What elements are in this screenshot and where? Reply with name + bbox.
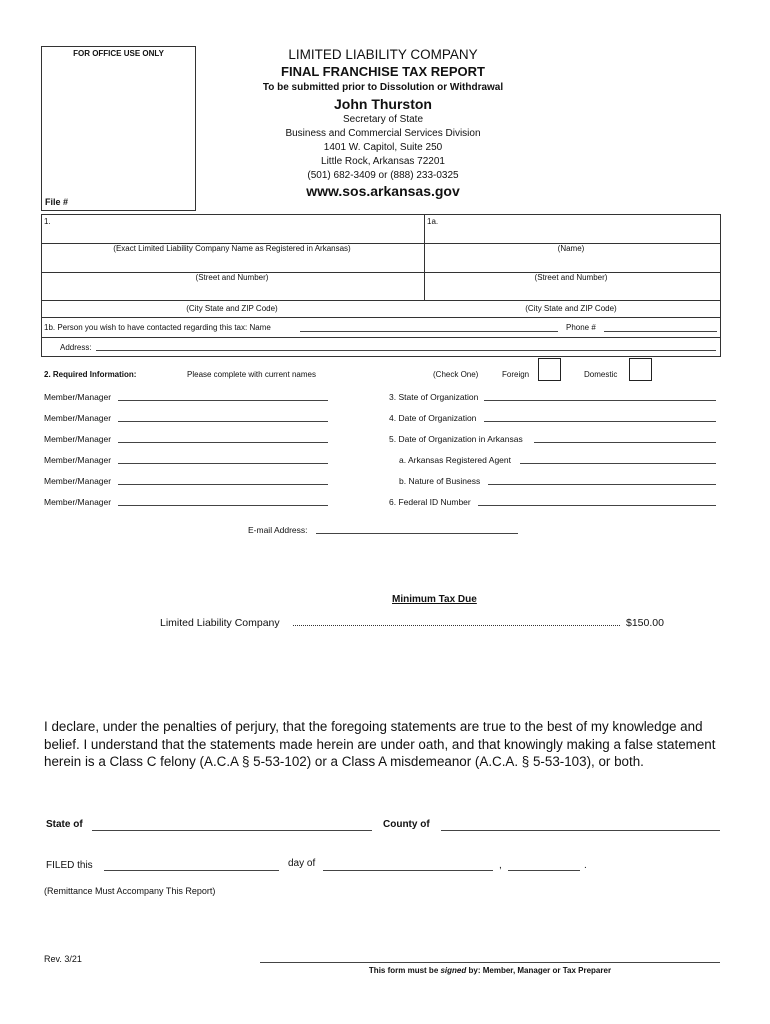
registered-agent-input[interactable] (520, 452, 716, 463)
remittance-note: (Remittance Must Accompany This Report) (44, 886, 216, 896)
day-of-label: day of (288, 858, 316, 869)
date-in-arkansas-input[interactable] (534, 431, 716, 442)
member-manager-input[interactable] (118, 452, 328, 463)
revision-label: Rev. 3/21 (44, 954, 82, 964)
county-of-input[interactable] (441, 815, 720, 830)
name-caption: (Name) (557, 244, 585, 253)
filed-month-input[interactable] (323, 856, 493, 870)
member-manager-input[interactable] (118, 473, 328, 484)
member-manager-input[interactable] (118, 431, 328, 442)
contact-street-caption: (Street and Number) (534, 273, 608, 282)
member-manager-input[interactable] (118, 494, 328, 505)
state-of-organization-label: 3. State of Organization (389, 392, 479, 402)
domestic-label: Domestic (584, 370, 618, 379)
contact-street-input[interactable] (426, 255, 716, 271)
member-manager-input[interactable] (118, 410, 328, 421)
member-manager-label: Member/Manager (44, 434, 112, 444)
declaration-text: I declare, under the penalties of perjury, that the foregoing statements are true to the best of my knowledge and belief. I understand that the statements made herein are under oath, and that knowingly making a false statement herein is a Class C felony (A.C.A § 5-53-102) or a Class A misdemeanor (A.C.A. § 5-53-103), or both. (44, 719, 716, 769)
header-line1: LIMITED LIABILITY COMPANY (288, 47, 478, 62)
state-of-label: State of (46, 819, 83, 830)
contact-city-input[interactable] (426, 285, 716, 301)
section1-number: 1. (44, 217, 51, 226)
nature-of-business-input[interactable] (488, 473, 716, 484)
required-info-heading: 2. Required Information: (44, 370, 137, 379)
address-line2: Little Rock, Arkansas 72201 (321, 156, 445, 167)
member-manager-label: Member/Manager (44, 476, 112, 486)
registered-agent-label: a. Arkansas Registered Agent (399, 455, 511, 465)
company-name-input[interactable] (52, 224, 417, 240)
county-of-label: County of (383, 819, 430, 830)
check-one-label: (Check One) (433, 370, 479, 379)
tax-item-label: Limited Liability Company (160, 617, 280, 629)
file-number-label: File # (45, 197, 69, 207)
date-of-organization-label: 4. Date of Organization (389, 413, 477, 423)
form-header (196, 46, 570, 200)
filed-year-input[interactable] (508, 856, 580, 870)
member-manager-label: Member/Manager (44, 413, 112, 423)
foreign-checkbox[interactable] (538, 358, 561, 381)
phone-input[interactable] (604, 320, 717, 331)
member-manager-label: Member/Manager (44, 392, 112, 402)
office-use-label: FOR OFFICE USE ONLY (73, 49, 164, 58)
company-name-caption: (Exact Limited Liability Company Name as Registered in Arkansas) (113, 244, 351, 253)
header-line3: To be submitted prior to Dissolution or Withdrawal (262, 82, 504, 93)
federal-id-input[interactable] (478, 494, 716, 505)
contact-person-input[interactable] (300, 320, 558, 331)
phones: (501) 682-3409 or (888) 233-0325 (307, 170, 459, 181)
state-of-input[interactable] (92, 815, 372, 830)
foreign-label: Foreign (502, 370, 530, 379)
secretary-name: John Thurston (334, 96, 432, 112)
division: Business and Commercial Services Division (285, 128, 481, 139)
date-in-arkansas-label: 5. Date of Organization in Arkansas (389, 434, 523, 444)
email-label: E-mail Address: (248, 525, 308, 535)
email-input[interactable] (316, 522, 518, 533)
member-manager-label: Member/Manager (44, 455, 112, 465)
member-manager-label: Member/Manager (44, 497, 112, 507)
filed-day-input[interactable] (104, 856, 279, 870)
tax-leader-dots (293, 625, 620, 626)
date-of-organization-input[interactable] (484, 410, 716, 421)
office-use-box (41, 46, 196, 211)
member-manager-input[interactable] (118, 389, 328, 400)
header-line2: FINAL FRANCHISE TAX REPORT (281, 64, 485, 79)
signature-line (260, 962, 720, 963)
address-line1: 1401 W. Capitol, Suite 250 (323, 142, 443, 153)
company-city-caption: (City State and ZIP Code) (186, 304, 278, 313)
date-comma: , (499, 860, 502, 871)
tax-amount: $150.00 (626, 617, 664, 629)
contact-person-label: 1b. Person you wish to have contacted regarding this tax: Name (44, 323, 271, 332)
section1a-number: 1a. (427, 217, 439, 226)
website-link[interactable]: www.sos.arkansas.gov (306, 183, 460, 199)
state-of-organization-input[interactable] (484, 389, 716, 400)
contact-address-input[interactable] (96, 340, 716, 350)
nature-of-business-label: b. Nature of Business (399, 476, 481, 486)
address-label: Address: (60, 343, 92, 352)
company-city-input[interactable] (45, 285, 420, 301)
domestic-checkbox[interactable] (629, 358, 652, 381)
contact-city-caption: (City State and ZIP Code) (525, 304, 617, 313)
filed-this-label: FILED this (46, 860, 93, 871)
company-street-caption: (Street and Number) (195, 273, 269, 282)
company-street-input[interactable] (45, 255, 420, 271)
phone-label: Phone # (566, 323, 596, 332)
minimum-tax-heading: Minimum Tax Due (392, 594, 477, 605)
date-period: . (584, 860, 587, 871)
required-info-instruction: Please complete with current names (187, 370, 316, 379)
contact-name-input[interactable] (440, 224, 716, 240)
secretary-title: Secretary of State (342, 114, 424, 125)
signature-caption: This form must be signed by: Member, Manager or Tax Preparer (368, 966, 612, 975)
federal-id-label: 6. Federal ID Number (389, 497, 471, 507)
